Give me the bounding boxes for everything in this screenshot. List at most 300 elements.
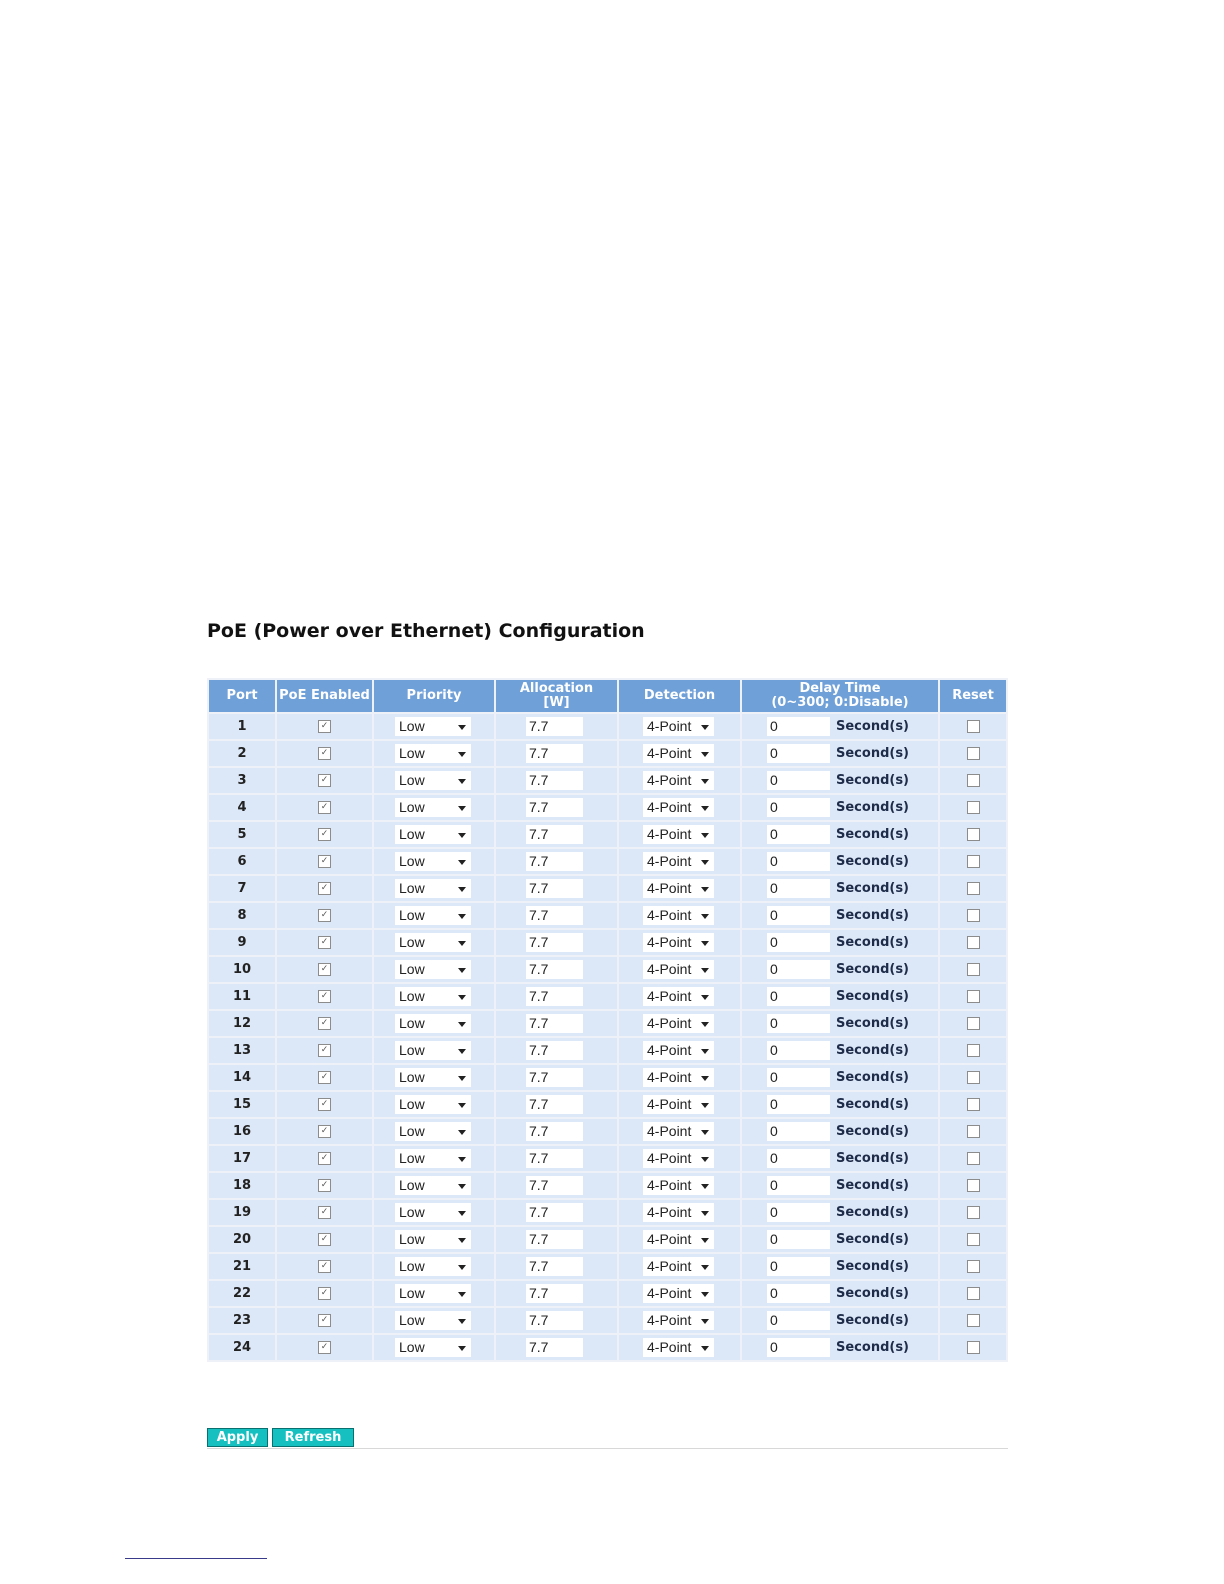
- header-allocation: [495, 679, 618, 713]
- delay-unit-label: Second(s): [836, 935, 909, 950]
- poe-enabled-cell: [276, 821, 373, 848]
- table-row: [208, 983, 1007, 1010]
- delay-time-input[interactable]: 0: [767, 852, 830, 871]
- chevron-down-icon: [458, 779, 466, 784]
- allocation-input[interactable]: 7.7: [526, 1257, 583, 1276]
- reset-cell: [939, 1226, 1007, 1253]
- reset-checkbox[interactable]: [967, 1179, 980, 1192]
- poe-enabled-checkbox[interactable]: ✓: [318, 909, 331, 922]
- delay-time-input[interactable]: 0: [767, 744, 830, 763]
- port-number: 11: [208, 983, 276, 1010]
- priority-select[interactable]: [395, 771, 471, 790]
- delay-time-input[interactable]: 0: [767, 1149, 830, 1168]
- chevron-down-icon: [701, 1211, 709, 1216]
- delay-unit-label: Second(s): [836, 1070, 909, 1085]
- chevron-down-icon: [701, 1265, 709, 1270]
- refresh-button[interactable]: Refresh: [272, 1428, 354, 1447]
- delay-time-input[interactable]: 0: [767, 1095, 830, 1114]
- delay-time-input[interactable]: 0: [767, 1203, 830, 1222]
- priority-select[interactable]: [395, 1311, 471, 1330]
- delay-unit-label: Second(s): [836, 746, 909, 761]
- header-port: Port: [208, 679, 276, 713]
- allocation-cell: [495, 956, 618, 983]
- allocation-input[interactable]: 7.7: [526, 1284, 583, 1303]
- allocation-cell: [495, 848, 618, 875]
- port-number: 23: [208, 1307, 276, 1334]
- port-number: 8: [208, 902, 276, 929]
- chevron-down-icon: [458, 833, 466, 838]
- chevron-down-icon: [458, 1319, 466, 1324]
- detection-cell: [618, 1253, 741, 1280]
- priority-cell: [373, 1064, 495, 1091]
- table-row: [208, 1010, 1007, 1037]
- port-number: 7: [208, 875, 276, 902]
- poe-enabled-checkbox[interactable]: ✓: [318, 936, 331, 949]
- delay-time-input[interactable]: 0: [767, 879, 830, 898]
- allocation-input[interactable]: 7.7: [526, 879, 583, 898]
- priority-cell: [373, 1199, 495, 1226]
- delay-unit-label: Second(s): [836, 1151, 909, 1166]
- delay-cell: [741, 1145, 939, 1172]
- detection-cell: [618, 1118, 741, 1145]
- reset-cell: [939, 902, 1007, 929]
- priority-select[interactable]: [395, 987, 471, 1006]
- reset-checkbox[interactable]: [967, 747, 980, 760]
- port-number: 16: [208, 1118, 276, 1145]
- priority-cell: [373, 875, 495, 902]
- port-number: 2: [208, 740, 276, 767]
- allocation-input[interactable]: 7.7: [526, 1014, 583, 1033]
- chevron-down-icon: [701, 1049, 709, 1054]
- chevron-down-icon: [458, 914, 466, 919]
- poe-enabled-cell: [276, 1037, 373, 1064]
- poe-enabled-cell: [276, 929, 373, 956]
- priority-select[interactable]: [395, 798, 471, 817]
- reset-checkbox[interactable]: [967, 990, 980, 1003]
- allocation-input[interactable]: 7.7: [526, 852, 583, 871]
- detection-select[interactable]: [643, 798, 714, 817]
- delay-time-input[interactable]: 0: [767, 906, 830, 925]
- delay-time-input[interactable]: 0: [767, 1041, 830, 1060]
- detection-value: 4-Point: [647, 988, 692, 1004]
- detection-select[interactable]: [643, 1203, 714, 1222]
- detection-select[interactable]: [643, 744, 714, 763]
- allocation-input[interactable]: 7.7: [526, 1338, 583, 1357]
- delay-time-input[interactable]: 0: [767, 1257, 830, 1276]
- delay-unit-label: Second(s): [836, 881, 909, 896]
- allocation-input[interactable]: 7.7: [526, 1149, 583, 1168]
- poe-enabled-checkbox[interactable]: ✓: [318, 1287, 331, 1300]
- poe-enabled-cell: [276, 713, 373, 740]
- chevron-down-icon: [458, 968, 466, 973]
- delay-time-input[interactable]: 0: [767, 960, 830, 979]
- reset-checkbox[interactable]: [967, 1044, 980, 1057]
- chevron-down-icon: [458, 1130, 466, 1135]
- reset-cell: [939, 713, 1007, 740]
- detection-select[interactable]: [643, 1068, 714, 1087]
- detection-select[interactable]: [643, 987, 714, 1006]
- reset-cell: [939, 848, 1007, 875]
- priority-cell: [373, 1172, 495, 1199]
- allocation-input[interactable]: 7.7: [526, 933, 583, 952]
- poe-enabled-checkbox[interactable]: ✓: [318, 1206, 331, 1219]
- detection-cell: [618, 767, 741, 794]
- header-delay-time: [741, 679, 939, 713]
- delay-time-input[interactable]: 0: [767, 717, 830, 736]
- reset-checkbox[interactable]: [967, 909, 980, 922]
- poe-enabled-checkbox[interactable]: ✓: [318, 720, 331, 733]
- allocation-cell: [495, 713, 618, 740]
- delay-time-input[interactable]: 0: [767, 1311, 830, 1330]
- chevron-down-icon: [458, 1157, 466, 1162]
- priority-cell: [373, 983, 495, 1010]
- allocation-input[interactable]: 7.7: [526, 1095, 583, 1114]
- allocation-input[interactable]: 7.7: [526, 1230, 583, 1249]
- reset-checkbox[interactable]: [967, 1314, 980, 1327]
- allocation-cell: [495, 929, 618, 956]
- priority-value: Low: [399, 1204, 425, 1220]
- detection-value: 4-Point: [647, 880, 692, 896]
- reset-checkbox[interactable]: [967, 828, 980, 841]
- reset-checkbox[interactable]: [967, 774, 980, 787]
- priority-select[interactable]: [395, 1338, 471, 1357]
- poe-enabled-cell: [276, 1280, 373, 1307]
- delay-unit-label: Second(s): [836, 827, 909, 842]
- detection-select[interactable]: [643, 852, 714, 871]
- delay-unit-label: Second(s): [836, 1313, 909, 1328]
- poe-enabled-checkbox[interactable]: ✓: [318, 1233, 331, 1246]
- poe-enabled-checkbox[interactable]: ✓: [318, 855, 331, 868]
- reset-cell: [939, 1307, 1007, 1334]
- poe-enabled-cell: [276, 1334, 373, 1361]
- priority-cell: [373, 929, 495, 956]
- poe-enabled-cell: [276, 848, 373, 875]
- detection-select[interactable]: [643, 906, 714, 925]
- detection-select[interactable]: [643, 1176, 714, 1195]
- delay-unit-label: Second(s): [836, 1232, 909, 1247]
- poe-enabled-checkbox[interactable]: ✓: [318, 828, 331, 841]
- allocation-input[interactable]: 7.7: [526, 1311, 583, 1330]
- poe-enabled-checkbox[interactable]: ✓: [318, 801, 331, 814]
- allocation-cell: [495, 1199, 618, 1226]
- delay-time-input[interactable]: 0: [767, 1230, 830, 1249]
- priority-value: Low: [399, 1258, 425, 1274]
- detection-value: 4-Point: [647, 826, 692, 842]
- delay-unit-label: Second(s): [836, 1259, 909, 1274]
- detection-select[interactable]: [643, 1338, 714, 1357]
- chevron-down-icon: [701, 779, 709, 784]
- delay-unit-label: Second(s): [836, 908, 909, 923]
- delay-unit-label: Second(s): [836, 1340, 909, 1355]
- detection-select[interactable]: [643, 1284, 714, 1303]
- reset-cell: [939, 875, 1007, 902]
- reset-checkbox[interactable]: [967, 1287, 980, 1300]
- delay-time-input[interactable]: 0: [767, 825, 830, 844]
- detection-cell: [618, 1064, 741, 1091]
- priority-select[interactable]: [395, 852, 471, 871]
- delay-time-input[interactable]: 0: [767, 771, 830, 790]
- priority-value: Low: [399, 1096, 425, 1112]
- reset-checkbox[interactable]: [967, 1152, 980, 1165]
- poe-enabled-checkbox[interactable]: ✓: [318, 1260, 331, 1273]
- detection-select[interactable]: [643, 825, 714, 844]
- priority-select[interactable]: [395, 960, 471, 979]
- table-row: [208, 929, 1007, 956]
- reset-checkbox[interactable]: [967, 1098, 980, 1111]
- priority-select[interactable]: [395, 1095, 471, 1114]
- header-poe-enabled: PoE Enabled: [276, 679, 373, 713]
- priority-cell: [373, 902, 495, 929]
- detection-value: 4-Point: [647, 1285, 692, 1301]
- detection-select[interactable]: [643, 1122, 714, 1141]
- allocation-input[interactable]: 7.7: [526, 798, 583, 817]
- priority-value: Low: [399, 1069, 425, 1085]
- detection-cell: [618, 929, 741, 956]
- poe-enabled-checkbox[interactable]: ✓: [318, 1017, 331, 1030]
- detection-cell: [618, 902, 741, 929]
- priority-select[interactable]: [395, 1122, 471, 1141]
- delay-unit-label: Second(s): [836, 989, 909, 1004]
- reset-cell: [939, 1145, 1007, 1172]
- delay-cell: [741, 848, 939, 875]
- detection-cell: [618, 1226, 741, 1253]
- priority-select[interactable]: [395, 1203, 471, 1222]
- delay-cell: [741, 1091, 939, 1118]
- port-number: 21: [208, 1253, 276, 1280]
- priority-select[interactable]: [395, 1284, 471, 1303]
- delay-time-input[interactable]: 0: [767, 987, 830, 1006]
- delay-time-input[interactable]: 0: [767, 1068, 830, 1087]
- allocation-cell: [495, 875, 618, 902]
- poe-config-table: [207, 678, 1008, 1362]
- chevron-down-icon: [701, 1346, 709, 1351]
- reset-checkbox[interactable]: [967, 882, 980, 895]
- poe-enabled-checkbox[interactable]: ✓: [318, 1179, 331, 1192]
- delay-time-input[interactable]: 0: [767, 1014, 830, 1033]
- poe-enabled-checkbox[interactable]: ✓: [318, 1044, 331, 1057]
- detection-value: 4-Point: [647, 718, 692, 734]
- detection-value: 4-Point: [647, 745, 692, 761]
- priority-cell: [373, 848, 495, 875]
- chevron-down-icon: [701, 968, 709, 973]
- reset-checkbox[interactable]: [967, 1125, 980, 1138]
- priority-cell: [373, 1145, 495, 1172]
- table-row: [208, 740, 1007, 767]
- port-number: 18: [208, 1172, 276, 1199]
- chevron-down-icon: [701, 725, 709, 730]
- priority-cell: [373, 1307, 495, 1334]
- chevron-down-icon: [701, 806, 709, 811]
- allocation-input[interactable]: 7.7: [526, 717, 583, 736]
- delay-time-input[interactable]: 0: [767, 1176, 830, 1195]
- detection-cell: [618, 1307, 741, 1334]
- allocation-input[interactable]: 7.7: [526, 1203, 583, 1222]
- poe-enabled-checkbox[interactable]: ✓: [318, 963, 331, 976]
- footnote-divider: [125, 1558, 267, 1559]
- header-detection: Detection: [618, 679, 741, 713]
- detection-select[interactable]: [643, 717, 714, 736]
- detection-select[interactable]: [643, 771, 714, 790]
- reset-cell: [939, 794, 1007, 821]
- detection-select[interactable]: [643, 1257, 714, 1276]
- header-reset: Reset: [939, 679, 1007, 713]
- delay-cell: [741, 1010, 939, 1037]
- header-priority: Priority: [373, 679, 495, 713]
- priority-select[interactable]: [395, 1041, 471, 1060]
- allocation-cell: [495, 1226, 618, 1253]
- detection-select[interactable]: [643, 879, 714, 898]
- reset-checkbox[interactable]: [967, 1233, 980, 1246]
- page-title: PoE (Power over Ethernet) Configuration: [207, 620, 645, 642]
- allocation-input[interactable]: 7.7: [526, 771, 583, 790]
- allocation-input[interactable]: 7.7: [526, 906, 583, 925]
- poe-enabled-checkbox[interactable]: ✓: [318, 1071, 331, 1084]
- detection-cell: [618, 1172, 741, 1199]
- detection-select[interactable]: [643, 1149, 714, 1168]
- allocation-cell: [495, 1064, 618, 1091]
- priority-select[interactable]: [395, 825, 471, 844]
- priority-value: Low: [399, 1042, 425, 1058]
- chevron-down-icon: [701, 1022, 709, 1027]
- priority-value: Low: [399, 745, 425, 761]
- chevron-down-icon: [701, 752, 709, 757]
- port-number: 22: [208, 1280, 276, 1307]
- priority-select[interactable]: [395, 1014, 471, 1033]
- priority-cell: [373, 713, 495, 740]
- allocation-cell: [495, 1307, 618, 1334]
- detection-select[interactable]: [643, 1230, 714, 1249]
- reset-checkbox[interactable]: [967, 1206, 980, 1219]
- priority-select[interactable]: [395, 906, 471, 925]
- priority-select[interactable]: [395, 1176, 471, 1195]
- delay-cell: [741, 929, 939, 956]
- poe-enabled-checkbox[interactable]: ✓: [318, 1314, 331, 1327]
- allocation-input[interactable]: 7.7: [526, 960, 583, 979]
- priority-select[interactable]: [395, 717, 471, 736]
- allocation-cell: [495, 1280, 618, 1307]
- chevron-down-icon: [701, 1184, 709, 1189]
- priority-value: Low: [399, 1312, 425, 1328]
- poe-enabled-checkbox[interactable]: ✓: [318, 1152, 331, 1165]
- delay-unit-label: Second(s): [836, 962, 909, 977]
- port-number: 5: [208, 821, 276, 848]
- priority-select[interactable]: [395, 1230, 471, 1249]
- delay-cell: [741, 794, 939, 821]
- reset-cell: [939, 1253, 1007, 1280]
- reset-checkbox[interactable]: [967, 1071, 980, 1084]
- delay-time-input[interactable]: 0: [767, 1122, 830, 1141]
- poe-enabled-cell: [276, 1091, 373, 1118]
- poe-enabled-cell: [276, 1118, 373, 1145]
- poe-enabled-checkbox[interactable]: ✓: [318, 774, 331, 787]
- detection-value: 4-Point: [647, 961, 692, 977]
- poe-enabled-cell: [276, 1307, 373, 1334]
- chevron-down-icon: [458, 1346, 466, 1351]
- poe-enabled-checkbox[interactable]: ✓: [318, 882, 331, 895]
- reset-checkbox[interactable]: [967, 963, 980, 976]
- header-delay-range: (0~300; 0:Disable): [771, 695, 909, 710]
- detection-select[interactable]: [643, 1095, 714, 1114]
- table-row: [208, 1118, 1007, 1145]
- table-row: [208, 1280, 1007, 1307]
- reset-checkbox[interactable]: [967, 936, 980, 949]
- priority-value: Low: [399, 907, 425, 923]
- allocation-input[interactable]: 7.7: [526, 987, 583, 1006]
- detection-value: 4-Point: [647, 799, 692, 815]
- poe-enabled-checkbox[interactable]: ✓: [318, 1341, 331, 1354]
- delay-cell: [741, 740, 939, 767]
- allocation-input[interactable]: 7.7: [526, 1176, 583, 1195]
- poe-enabled-checkbox[interactable]: ✓: [318, 1098, 331, 1111]
- detection-value: 4-Point: [647, 1258, 692, 1274]
- chevron-down-icon: [458, 725, 466, 730]
- chevron-down-icon: [701, 1238, 709, 1243]
- allocation-input[interactable]: 7.7: [526, 1041, 583, 1060]
- chevron-down-icon: [458, 1049, 466, 1054]
- poe-enabled-cell: [276, 740, 373, 767]
- priority-select[interactable]: [395, 933, 471, 952]
- poe-enabled-checkbox[interactable]: ✓: [318, 1125, 331, 1138]
- allocation-cell: [495, 794, 618, 821]
- priority-select[interactable]: [395, 1068, 471, 1087]
- delay-time-input[interactable]: 0: [767, 1284, 830, 1303]
- detection-select[interactable]: [643, 933, 714, 952]
- chevron-down-icon: [701, 887, 709, 892]
- reset-cell: [939, 1064, 1007, 1091]
- delay-time-input[interactable]: 0: [767, 798, 830, 817]
- priority-cell: [373, 794, 495, 821]
- allocation-input[interactable]: 7.7: [526, 1068, 583, 1087]
- reset-checkbox[interactable]: [967, 1017, 980, 1030]
- chevron-down-icon: [458, 1292, 466, 1297]
- priority-value: Low: [399, 853, 425, 869]
- reset-checkbox[interactable]: [967, 855, 980, 868]
- detection-select[interactable]: [643, 1311, 714, 1330]
- detection-cell: [618, 1199, 741, 1226]
- poe-enabled-cell: [276, 1226, 373, 1253]
- reset-checkbox[interactable]: [967, 801, 980, 814]
- priority-select[interactable]: [395, 879, 471, 898]
- detection-select[interactable]: [643, 960, 714, 979]
- reset-checkbox[interactable]: [967, 720, 980, 733]
- priority-select[interactable]: [395, 1149, 471, 1168]
- reset-checkbox[interactable]: [967, 1260, 980, 1273]
- allocation-input[interactable]: 7.7: [526, 744, 583, 763]
- allocation-cell: [495, 902, 618, 929]
- delay-time-input[interactable]: 0: [767, 933, 830, 952]
- poe-enabled-checkbox[interactable]: ✓: [318, 990, 331, 1003]
- chevron-down-icon: [701, 995, 709, 1000]
- allocation-cell: [495, 1145, 618, 1172]
- delay-cell: [741, 1037, 939, 1064]
- apply-button[interactable]: Apply: [207, 1428, 268, 1447]
- detection-select[interactable]: [643, 1014, 714, 1033]
- poe-enabled-cell: [276, 1145, 373, 1172]
- allocation-input[interactable]: 7.7: [526, 1122, 583, 1141]
- allocation-input[interactable]: 7.7: [526, 825, 583, 844]
- priority-select[interactable]: [395, 744, 471, 763]
- delay-time-input[interactable]: 0: [767, 1338, 830, 1357]
- detection-value: 4-Point: [647, 1015, 692, 1031]
- detection-value: 4-Point: [647, 907, 692, 923]
- priority-select[interactable]: [395, 1257, 471, 1276]
- delay-cell: [741, 821, 939, 848]
- allocation-cell: [495, 1118, 618, 1145]
- delay-cell: [741, 956, 939, 983]
- poe-enabled-checkbox[interactable]: ✓: [318, 747, 331, 760]
- detection-select[interactable]: [643, 1041, 714, 1060]
- reset-checkbox[interactable]: [967, 1341, 980, 1354]
